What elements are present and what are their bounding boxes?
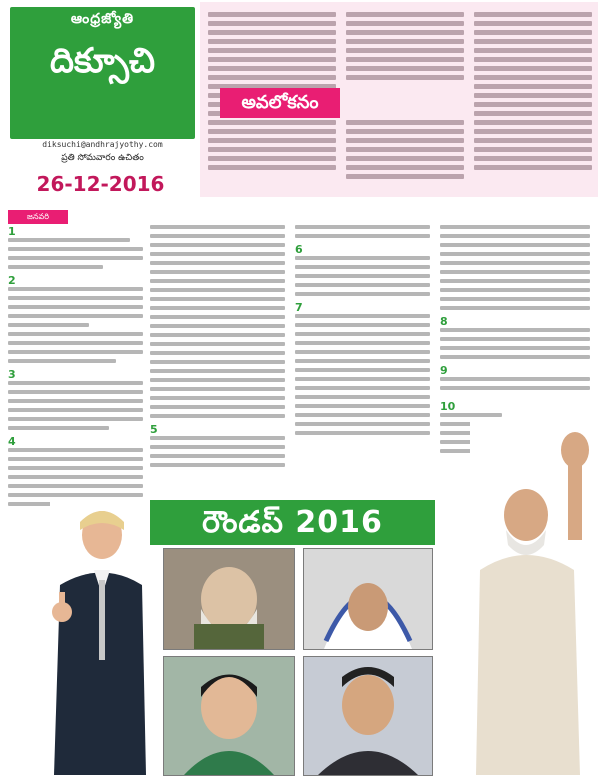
list-number: 7 [295,301,303,314]
paper-name: ఆంధ్రజ్యోతి [70,11,135,27]
list-number: 1 [8,225,16,238]
photo-thumbs-up-man [50,500,150,775]
list-number: 5 [150,423,158,436]
list-number: 9 [440,364,448,377]
list-number: 8 [440,315,448,328]
feature-tag: అవలోకనం [220,88,340,118]
issue-date: 26-12-2016 [36,172,165,196]
photo-nun-in-sari [303,548,433,650]
article-column-3 [295,225,430,495]
section-name: దిక్సూచి [50,41,155,81]
photo-waving-man [470,420,595,775]
photo-woman-leader [163,656,295,776]
intro-column-2 [346,8,464,193]
photo-bearded-man [163,548,295,650]
masthead-banner [10,7,195,139]
intro-column-3 [474,8,592,193]
article-column-2 [150,225,285,495]
list-number: 3 [8,368,16,381]
weekly-label: ప్రతి సోమవారం ఉచితం [61,153,144,163]
list-number: 2 [8,274,16,287]
photo-man-portrait [303,656,433,776]
list-number: 6 [295,243,303,256]
list-number: 10 [440,400,456,413]
list-number: 4 [8,435,16,448]
masthead [2,2,199,170]
roundup-banner [150,500,435,545]
article-column-4 [440,225,590,400]
roundup-title: రౌండప్ 2016 [202,505,383,540]
person-illustration [50,500,150,775]
month-tag: జనవరి [8,210,68,224]
email-address[interactable]: diksuchi@andhrajyothy.com [42,140,163,149]
